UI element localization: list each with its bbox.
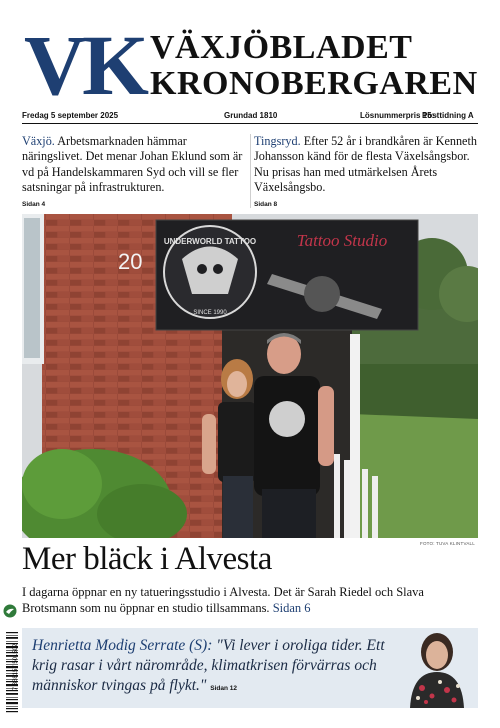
house-number: 20 [118,249,143,274]
speaker-portrait [402,622,472,708]
teaser-place: Växjö. [22,134,55,148]
quote-text-block [32,636,404,699]
teaser-page-ref[interactable]: Sidan 8 [254,201,278,209]
sign-studio-text: Tattoo Studio [296,231,388,250]
teaser-vaxjo[interactable] [22,134,246,212]
quote-text: "Vi lever i oroliga tider. Ett krig rasar i vårt närområde, klimatkrisen förvärras och människor tvingas på flykt." [32,637,385,694]
masthead-name-line1: VÄXJÖBLADET [150,29,413,66]
masthead-name-line2: KRONOBERGAREN [150,65,478,102]
main-photo[interactable] [22,214,478,538]
main-lead [22,585,478,616]
sign-since-text: SINCE 1990 [193,310,227,316]
photo-credit: FOTO: TUVA KLINTVALL [420,541,475,546]
sign-brand-text: UNDERWORLD TATTOO [163,237,257,246]
issue-price: Lösnummerpris 15:- [360,111,437,120]
teaser-tingsryd[interactable] [254,134,478,212]
lead-page-ref[interactable]: Sidan 6 [272,600,311,615]
teaser-page-ref[interactable]: Sidan 4 [22,201,46,209]
lead-text: I dagarna öppnar en ny tatueringsstudio i Alvesta. Det är Sarah Riedel och Slava Brotsmann som nu öppnar en studio tillsammans. [22,585,424,615]
founded-note: Grundad 1810 [224,111,278,120]
postal-edition: Posttidning A [422,111,474,120]
quote-page-ref[interactable]: Sidan 12 [210,685,238,692]
main-headline[interactable]: Mer bläck i Alvesta [22,541,272,577]
barcode-number: 7 388157 501502 [13,643,19,691]
quote-speaker: Henrietta Modig Serrate (S): [32,637,213,654]
teaser-text: Efter 52 år i brandkåren är Kenneth Johansson känd för de flesta Växelsångsbor. Nu prisas han med utmärkelsen Årets Växelsångsbo. [254,134,477,194]
teaser-text: Arbetsmarknaden hämmar näringslivet. Det menar Johan Eklund som är vd på Handelskammaren Syd och vill se fler satsningar på infrastrukturen. [22,134,243,194]
masthead-logo[interactable]: VK [24,17,145,113]
ecolabel-icon [3,604,17,618]
issue-date: Fredag 5 september 2025 [22,111,119,120]
teaser-divider [250,134,251,208]
masthead-divider [22,123,478,124]
teaser-place: Tingsryd. [254,134,301,148]
